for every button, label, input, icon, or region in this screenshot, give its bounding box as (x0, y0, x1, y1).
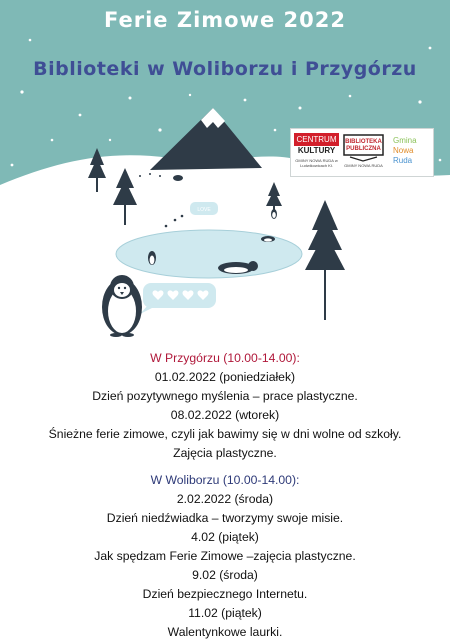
event-date: 11.02 (piątek) (188, 606, 262, 620)
poster-title: Ferie Zimowe 2022 (104, 8, 346, 32)
centrum-sub-label: GMINY NOWA RUDA w Ludwikowicach Kł. (295, 158, 338, 168)
centrum-label: CENTRUM (294, 133, 339, 146)
event-date: 9.02 (środa) (192, 568, 258, 582)
kultury-label: KULTURY (297, 146, 336, 155)
penguin-small-4 (271, 209, 277, 219)
ice-rink (116, 230, 302, 278)
poster-subtitle: Biblioteki w Woliborzu i Przygórzu (33, 58, 417, 80)
gmina-nowa-ruda-logo (393, 136, 431, 172)
centrum-kultury-logo (294, 133, 339, 171)
woliborz-heading: W Woliborzu (10.00-14.00): (150, 473, 300, 487)
love-speech-bubble (190, 202, 218, 215)
event-description: Zajęcia plastyczne. (173, 446, 277, 460)
event-description: Jak spędzam Ferie Zimowe –zajęcia plastyczne. (94, 549, 356, 563)
love-text: LOVE (197, 207, 211, 213)
biblioteka-label: BIBLIOTEKA PUBLICZNA (345, 139, 382, 152)
penguin-small-1 (148, 251, 156, 265)
event-description: Dzień bezpiecznego Internetu. (142, 587, 308, 601)
event-description: Dzień niedźwiadka – tworzymy swoje misie. (106, 511, 344, 525)
event-date: 2.02.2022 (środa) (176, 492, 274, 506)
event-description: Śnieżne ferie zimowe, czyli jak bawimy się w dni wolne od szkoły. (48, 427, 402, 441)
partner-logos (290, 128, 434, 177)
penguin-small-2 (261, 236, 275, 242)
ruda-label: Ruda (393, 156, 413, 165)
event-description: Dzień pozytywnego myślenia – prace plastyczne. (92, 389, 358, 403)
event-description: Walentynkowe laurki. (167, 625, 283, 639)
event-date: 08.02.2022 (wtorek) (170, 408, 280, 422)
biblioteka-publiczna-logo (342, 133, 385, 171)
schedule (0, 349, 450, 642)
event-date: 4.02 (piątek) (191, 530, 259, 544)
przygorze-heading: W Przygórzu (10.00-14.00): (150, 351, 300, 365)
gmina-label: Gmina (393, 136, 417, 145)
event-date: 01.02.2022 (poniedziałek) (154, 370, 296, 384)
nowa-label: Nowa (393, 146, 414, 155)
biblioteka-sub-label: GMINY NOWA RUDA (344, 163, 383, 168)
penguin-small-3 (173, 175, 183, 181)
